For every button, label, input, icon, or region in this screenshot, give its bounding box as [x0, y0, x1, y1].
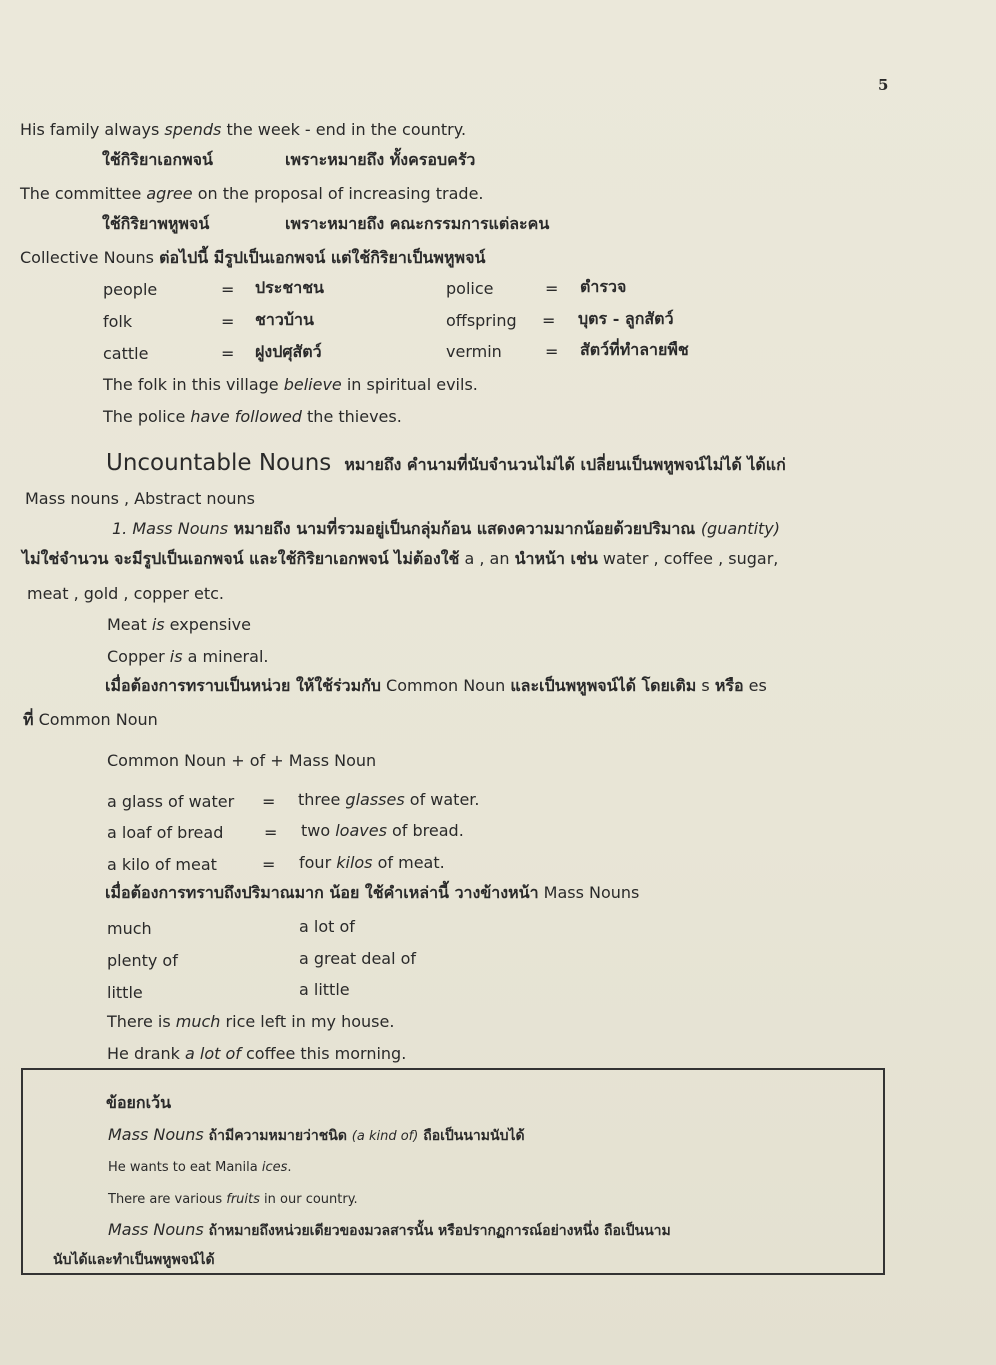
vocab-en: police	[446, 279, 494, 298]
equals-sign: =	[262, 792, 276, 811]
equals-sign: =	[545, 279, 559, 298]
equals-sign: =	[545, 342, 559, 361]
unit-plural: two loaves of bread.	[301, 821, 464, 840]
quantifier: much	[107, 919, 152, 938]
section-heading: Uncountable Nouns หมายถึง คำนามที่นับจำนวนไม่ได้ เปลี่ยนเป็นพหูพจน์ไม่ได้ ได้แก่	[106, 450, 786, 476]
vocab-th: สัตว์ที่ทำลายพืช	[580, 340, 689, 359]
unit-phrase: a loaf of bread	[107, 823, 224, 842]
example-meat: Meat is expensive	[107, 615, 251, 634]
unit-usage-note-cont: ที่ Common Noun	[23, 710, 158, 729]
note-plural-reason: เพราะหมายถึง คณะกรรมการแต่ละคน	[285, 214, 550, 233]
quantifier: a great deal of	[299, 949, 417, 968]
mass-abstract-line: Mass nouns , Abstract nouns	[25, 489, 255, 508]
equals-sign: =	[542, 311, 556, 330]
vocab-en: cattle	[103, 344, 149, 363]
vocab-en: folk	[103, 312, 133, 331]
example-committee: The committee agree on the proposal of increasing trade.	[20, 184, 484, 203]
note-singular-reason: เพราะหมายถึง ทั้งครอบครัว	[285, 150, 476, 169]
quantity-note: เมื่อต้องการทราบถึงปริมาณมาก น้อย ใช้คำเหล่านี้ วางข้างหน้า Mass Nouns	[105, 883, 640, 902]
equals-sign: =	[262, 855, 276, 874]
formula: Common Noun + of + Mass Noun	[107, 751, 377, 770]
note-plural-verb: ใช้กิริยาพหูพจน์	[102, 214, 210, 233]
example-family: His family always spends the week - end in the country.	[20, 120, 467, 139]
vocab-th: ตำรวจ	[580, 277, 627, 296]
mass-nouns-definition-cont: ไม่ใช่จำนวน จะมีรูปเป็นเอกพจน์ และใช้กิริยาเอกพจน์ ไม่ต้องใช้ a , an นำหน้า เช่น water , coffee , sugar,	[22, 549, 779, 568]
example-rice: There is much rice left in my house.	[107, 1012, 395, 1031]
exception-rule-2: Mass Nouns ถ้าหมายถึงหน่วยเดียวของมวลสารนั้น หรือปรากฏการณ์อย่างหนึ่ง ถือเป็นนาม	[108, 1220, 671, 1239]
example-police: The police have followed the thieves.	[103, 407, 402, 426]
quantifier: little	[107, 983, 143, 1002]
equals-sign: =	[221, 312, 235, 331]
exception-rule-1: Mass Nouns ถ้ามีความหมายว่าชนิด (a kind of) ถือเป็นนามนับได้	[108, 1125, 525, 1144]
page-number: 5	[878, 76, 889, 94]
example-coffee: He drank a lot of coffee this morning.	[107, 1044, 407, 1063]
collective-nouns-intro: Collective Nouns ต่อไปนี้ มีรูปเป็นเอกพจน์ แต่ใช้กิริยาเป็นพหูพจน์	[20, 248, 486, 267]
quantifier: plenty of	[107, 951, 178, 970]
unit-phrase: a glass of water	[107, 792, 235, 811]
vocab-en: people	[103, 280, 158, 299]
example-folk: The folk in this village believe in spiritual evils.	[103, 375, 478, 394]
vocab-th: ฝูงปศุสัตว์	[255, 342, 322, 361]
quantifier: a lot of	[299, 917, 355, 936]
unit-plural: three glasses of water.	[298, 790, 480, 809]
vocab-th: ประชาชน	[255, 278, 324, 297]
exception-example-ices: He wants to eat Manila ices.	[108, 1160, 292, 1175]
exception-title: ข้อยกเว้น	[106, 1093, 171, 1112]
equals-sign: =	[221, 344, 235, 363]
unit-plural: four kilos of meat.	[299, 853, 445, 872]
unit-usage-note: เมื่อต้องการทราบเป็นหน่วย ให้ใช้ร่วมกับ Common Noun และเป็นพหูพจน์ได้ โดยเติม s หรือ es	[105, 676, 767, 695]
vocab-th: ชาวบ้าน	[255, 310, 314, 329]
vocab-th: บุตร - ลูกสัตว์	[578, 309, 674, 328]
vocab-en: vermin	[446, 342, 502, 361]
mass-nouns-examples: meat , gold , copper etc.	[27, 584, 224, 603]
equals-sign: =	[264, 823, 278, 842]
unit-phrase: a kilo of meat	[107, 855, 217, 874]
vocab-en: offspring	[446, 311, 517, 330]
equals-sign: =	[221, 280, 235, 299]
example-copper: Copper is a mineral.	[107, 647, 269, 666]
exception-example-fruits: There are various fruits in our country.	[108, 1192, 358, 1207]
exception-rule-2-cont: นับได้และทำเป็นพหูพจน์ได้	[53, 1252, 215, 1268]
quantifier: a little	[299, 980, 350, 999]
mass-nouns-definition: 1. Mass Nouns หมายถึง นามที่รวมอยู่เป็นกลุ่มก้อน แสดงความมากน้อยด้วยปริมาณ (guantity)	[112, 519, 780, 538]
note-singular-verb: ใช้กิริยาเอกพจน์	[102, 150, 213, 169]
section-title: Uncountable Nouns	[106, 450, 332, 476]
